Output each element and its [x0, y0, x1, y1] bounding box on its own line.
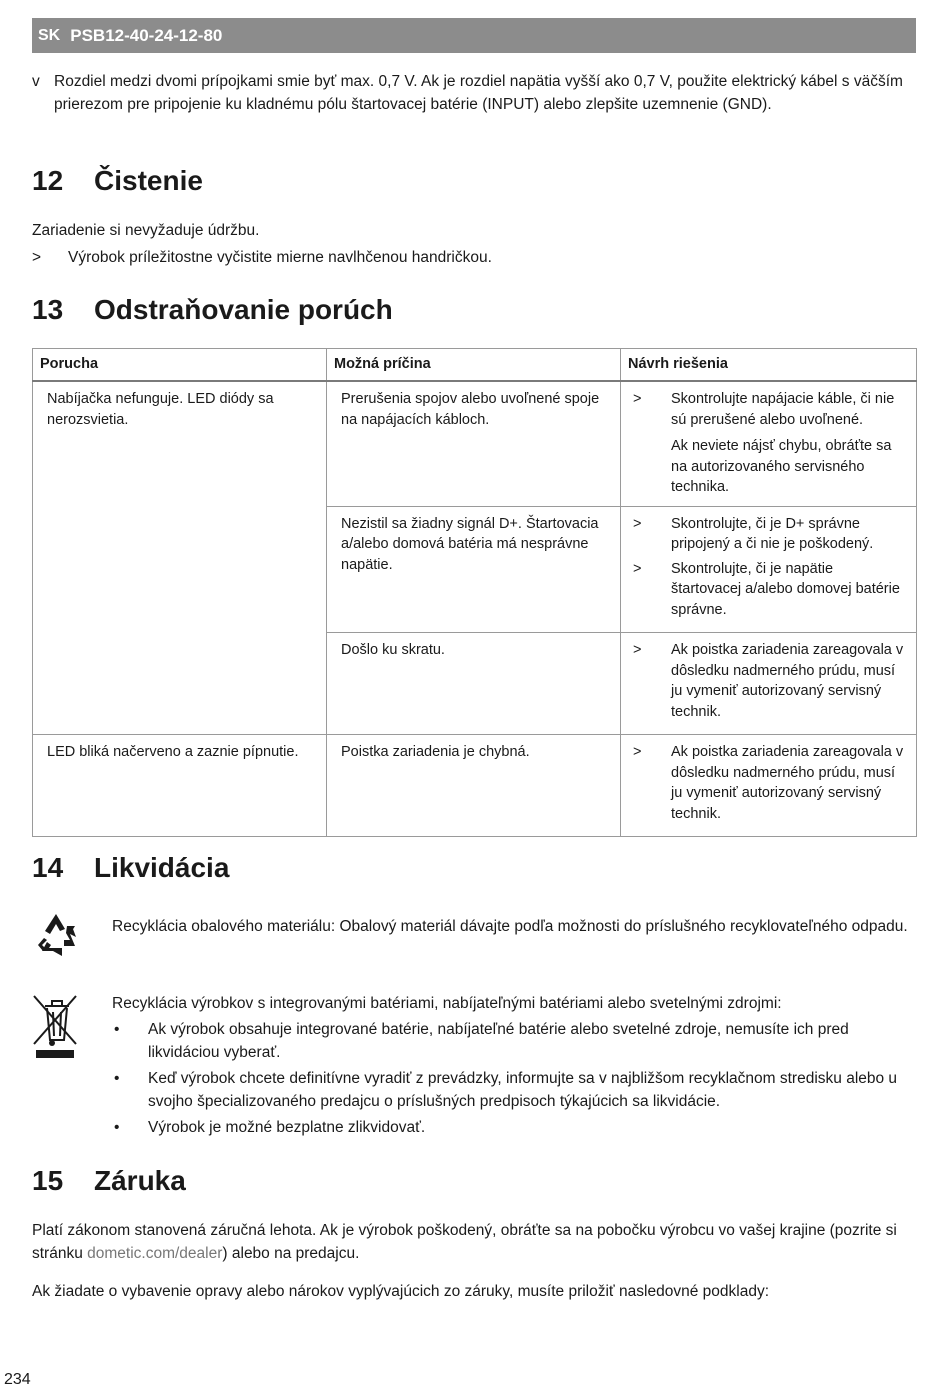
bullet-dot: • — [114, 1119, 120, 1136]
step-arrow: > — [633, 744, 642, 760]
section-12-heading — [32, 164, 203, 198]
solution-text: Skontrolujte, či je D+ správne pripojený a či nie je poškodený. — [671, 515, 874, 552]
list-item — [112, 1116, 916, 1139]
troubleshooting-table — [32, 348, 917, 837]
solution-text: Ak poistka zariadenia zareagovala v dôsledku nadmerného prúdu, musí ju vymeniť autorizovaný servisný technik. — [671, 744, 904, 822]
column-header: Návrh riešenia — [621, 349, 917, 382]
solution-cell — [621, 506, 917, 633]
fault-cell: Nabíjačka nefunguje. LED diódy sa nerozsvietia. — [33, 381, 327, 735]
cause-cell: Prerušenia spojov alebo uvoľnené spoje na napájacích kábloch. — [327, 381, 621, 506]
warranty-text-part: Platí zákonom stanovená záručná lehota. Ak je výrobok poškodený, obráťte sa na pobočku výrobcu vo vašej krajine (pozrite si stránku — [32, 1222, 897, 1262]
recycle-icon — [32, 911, 80, 964]
header-bar — [32, 18, 916, 53]
table-row — [33, 735, 917, 837]
product-recycling-block — [112, 992, 916, 1139]
cause-cell: Došlo ku skratu. — [327, 633, 621, 735]
column-header: Možná príčina — [327, 349, 621, 382]
step-arrow: > — [32, 249, 42, 266]
warranty-text — [32, 1219, 916, 1265]
bullet-dot: • — [114, 1070, 120, 1087]
warranty-documents-text: Ak žiadate o vybavenie opravy alebo nárokov vyplývajúcich zo záruky, musíte priložiť nasledovné podklady: — [32, 1283, 769, 1300]
section-number: 13 — [32, 294, 64, 325]
step-text: Výrobok príležitostne vyčistite mierne navlhčenou handričkou. — [68, 249, 492, 266]
section-title: Čistenie — [94, 165, 203, 196]
list-item — [112, 1067, 916, 1113]
table-row — [33, 381, 917, 506]
solution-text: Ak poistka zariadenia zareagovala v dôsledku nadmerného prúdu, musí ju vymeniť autorizovaný servisný technik. — [671, 642, 904, 720]
page-number: 234 — [4, 1371, 31, 1388]
solution-text: Skontrolujte napájacie káble, či nie sú prerušené alebo uvoľnené. — [671, 391, 895, 428]
section-title: Odstraňovanie porúch — [94, 294, 393, 325]
section-number: 14 — [32, 852, 64, 883]
list-item-text: Ak výrobok obsahuje integrované batérie, nabíjateľné batérie alebo svetelné zdroje, nemusíte ich pred likvidáciou vyberať. — [148, 1021, 849, 1061]
cause-cell: Nezistil sa žiadny signál D+. Štartovacia a/alebo domová batéria má nesprávne napätie. — [327, 506, 621, 633]
step-arrow: > — [633, 391, 642, 407]
list-item-text: Keď výrobok chcete definitívne vyradiť z prevádzky, informujte sa v najbližšom recyklačnom stredisku alebo u svojho špecializovaného predajcu o príslušných predpisoch týkajúcich sa likvidácie. — [148, 1070, 898, 1110]
solution-item — [633, 640, 906, 722]
section-15-heading — [32, 1164, 186, 1198]
solution-note: Ak neviete nájsť chybu, obráťte sa na autorizovaného servisného technika. — [671, 438, 892, 495]
intro-text: Rozdiel medzi dvomi prípojkami smie byť max. 0,7 V. Ak je rozdiel napätia vyšší ako 0,7 V, použite elektrický kábel s väčším prierezom pre pripojenie ku kladnému pólu štartovacej batérie (INPUT) alebo zlepšite uzemnenie (GND). — [54, 73, 903, 113]
column-header: Porucha — [33, 349, 327, 382]
step-arrow: > — [633, 642, 642, 658]
product-recycling-intro: Recyklácia výrobkov s integrovanými batériami, nabíjateľnými batériami alebo svetelnými zdrojmi: — [112, 995, 782, 1012]
solution-item — [633, 742, 906, 824]
list-item — [112, 1018, 916, 1064]
bullet-dot: • — [114, 1021, 120, 1038]
solution-cell — [621, 381, 917, 506]
crossed-bin-icon — [32, 994, 80, 1067]
dealer-link[interactable]: dometic.com/dealer — [87, 1245, 223, 1262]
solution-cell — [621, 735, 917, 837]
packaging-recycling-text: Recyklácia obalového materiálu: Obalový materiál dávajte podľa možnosti do príslušného recyklovateľného odpadu. — [112, 918, 908, 935]
step-arrow: > — [633, 515, 642, 532]
solution-item — [633, 389, 906, 430]
section-number: 15 — [32, 1165, 64, 1196]
section-title: Záruka — [94, 1165, 186, 1196]
section-number: 12 — [32, 165, 64, 196]
section-12-text: Zariadenie si nevyžaduje údržbu. — [32, 222, 260, 239]
fault-cell: LED bliká načerveno a zaznie pípnutie. — [33, 735, 327, 837]
solution-item — [633, 559, 906, 621]
section-14-heading — [32, 851, 229, 885]
check-mark: v — [32, 73, 40, 90]
language-code: SK — [38, 26, 61, 44]
solution-text: Skontrolujte, či je napätie štartovacej a/alebo domovej batérie správne. — [671, 560, 900, 618]
solution-cell — [621, 633, 917, 735]
warranty-text-part: ) alebo na predajcu. — [222, 1245, 360, 1262]
section-13-heading — [32, 293, 393, 327]
model-number: PSB12-40-24-12-80 — [70, 25, 223, 45]
cause-cell: Poistka zariadenia je chybná. — [327, 735, 621, 837]
solution-item — [633, 514, 906, 555]
list-item-text: Výrobok je možné bezplatne zlikvidovať. — [148, 1119, 426, 1136]
table-header-row — [33, 349, 917, 382]
step-arrow: > — [633, 560, 642, 577]
section-title: Likvidácia — [94, 852, 230, 883]
